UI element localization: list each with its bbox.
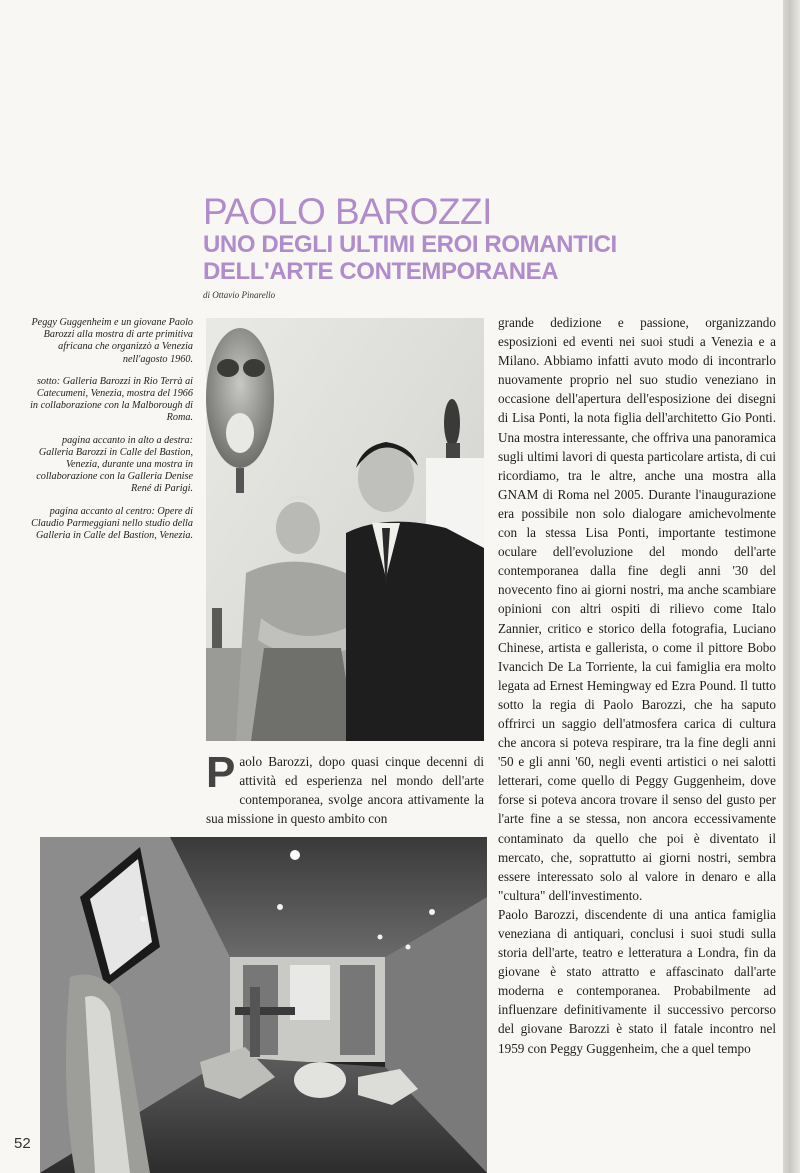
photo-guggenheim-barozzi-image — [206, 318, 484, 741]
photo-guggenheim-barozzi — [206, 318, 484, 741]
caption-galleria-bastion: pagina accanto in alto a destra: Galleria Barozzi in Calle del Bastion, Venezia, durante una mostra in collaborazione con la Galleria Denise René di Parigi. — [36, 434, 193, 495]
page-number: 52 — [14, 1135, 31, 1152]
article-subtitle-line-2: DELL'ARTE CONTEMPORANEA — [203, 258, 559, 285]
body-paragraph-1: grande dedizione e passione, organizzando esposizioni ed eventi nei suoi studi a Venezia e a Milano. Abbiamo infatti avuto modo di incontrarlo nuovamente proprio nel suo studio veneziano in occasione dell'apertura dell'esposizione dei disegni di Lisa Ponti, la nota figlia dell'architetto Gio Ponti. Una mostra interessante, che offriva una panoramica sugli ultimi lavori di questa particolare artista, di cui ricordiamo, tra le altre, anche una mostra alla GNAM di Roma nel 2005. Durante l'inaugurazione era possibile non solo dialogare amichevolmente con la stessa Lisa Ponti, importante testimone oculare dell'evoluzione del mondo dell'arte contemporanea dalla fine degli anni '30 del novecento fino ai giorni nostri, ma anche scambiare opinioni con altri ospiti di rilievo come Italo Zannier, critico e storico della fotografia, Luciano Chinese, artista e gallerista, o come il pittore Bobo Ivancich De La Torriente, la cui famiglia era molto legata ad Ernest Hemingway ed Ezra Pound. Il tutto sotto la regia di Paolo Barozzi, che ha saputo offrirci un saggio dell'atmosfera carica di cultura che ancora si poteva respirare, tra la fine degli anni '50 e gli anni '60, negli eventi artistici o nei salotti letterari, come quello di Peggy Guggenheim, dove forse si poteva ancora trovare il senso del gusto per l'arte fine a se stessa, non ancora eccessivamente contaminato da quello che poi è diventato il mercato, che, soprattutto ai giorni nostri, sembra essere interessato solo al valore in denaro e alla "cultura" dell'investimento. — [498, 315, 776, 903]
drop-cap: P — [206, 748, 236, 797]
article-title: PAOLO BAROZZI — [203, 191, 492, 232]
article-body-column — [498, 313, 776, 1058]
body-paragraph-2: Paolo Barozzi, discendente di una antica famiglia veneziana di antiquari, conclusi i suoi studi sulla storia dell'arte, teatro e letteratura a Londra, fin da giovane è stato attratto e affascinato dall'arte moderna e contemporanea. Probabilmente ad influenzare definitivamente il successivo percorso del giovane Barozzi è stato il fatale incontro nel 1959 con Peggy Guggenheim, che a quel tempo — [498, 906, 776, 1056]
caption-galleria-catecumeni: sotto: Galleria Barozzi in Rio Terrà ai Catecumeni, Venezia, mostra del 1966 in collaborazione con la Malborough di Roma. — [30, 375, 193, 424]
article-lead-paragraph — [206, 748, 484, 828]
article-subtitle-line-1: UNO DEGLI ULTIMI EROI ROMANTICI — [203, 231, 617, 258]
caption-guggenheim-barozzi: Peggy Guggenheim e un giovane Paolo Barozzi alla mostra di arte primitiva africana che organizzò a Venezia nell'agosto 1960. — [31, 317, 193, 365]
photo-galleria-interior-image — [40, 837, 487, 1173]
photo-galleria-interior — [40, 837, 487, 1173]
photo-captions — [30, 317, 193, 552]
article-heading — [203, 193, 723, 285]
caption-parmeggiani-works: pagina accanto al centro: Opere di Claudio Parmeggiani nello studio della Galleria in Calle del Bastion, Venezia. — [31, 505, 193, 542]
page-binding-edge — [783, 0, 800, 1173]
article-byline: di Ottavio Pinarello — [203, 290, 276, 300]
lead-text: aolo Barozzi, dopo quasi cinque decenni di attività ed esperienza nel mondo dell'arte contemporanea, svolge ancora attivamente la sua missione in questo ambito con — [206, 754, 484, 827]
